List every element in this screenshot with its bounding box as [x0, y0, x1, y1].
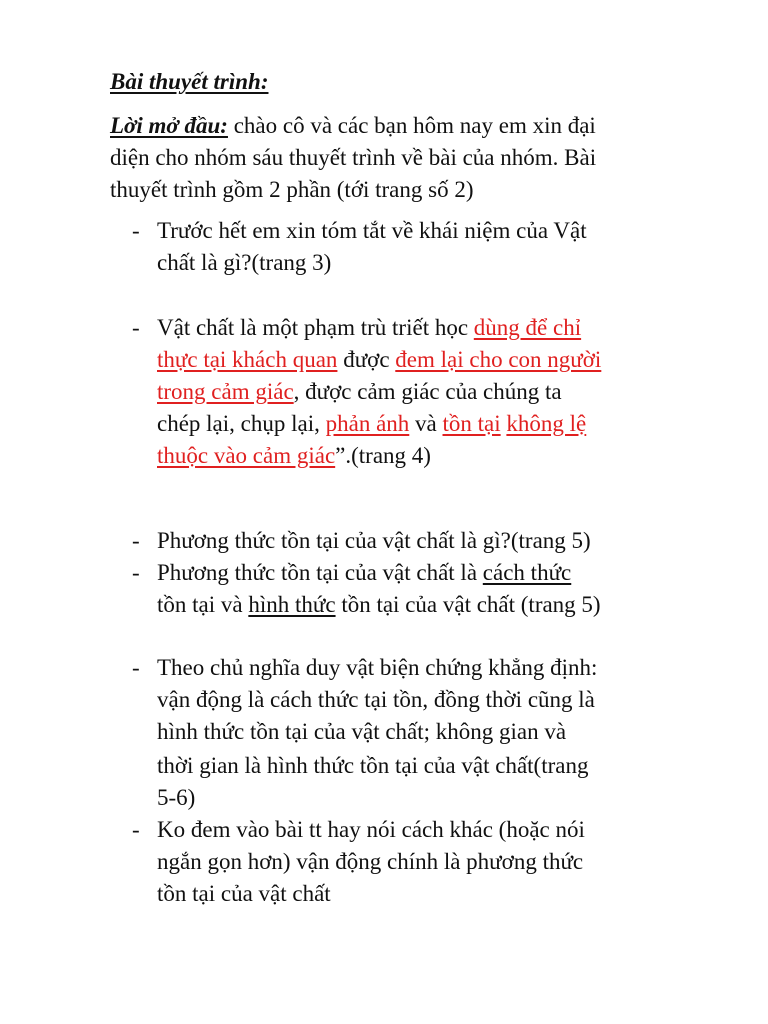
document-title: Bài thuyết trình:: [110, 69, 269, 94]
intro-label: Lời mở đầu:: [110, 113, 228, 138]
item-5-line-1: Theo chủ nghĩa duy vật biện chứng khẳng định:: [157, 655, 598, 680]
bullet-dash: -: [132, 560, 140, 585]
item-2-highlight: trong cảm giác: [157, 379, 294, 404]
bullet-dash: -: [132, 655, 140, 680]
intro-line-1: [110, 110, 596, 142]
item-2-line-5: [157, 440, 431, 472]
bullet-dash: -: [132, 218, 140, 243]
item-6-line-3: tồn tại của vật chất: [157, 881, 331, 906]
item-2-text: , được cảm giác của chúng ta: [293, 379, 562, 404]
item-1-line-2: chất là gì?(trang 3): [157, 250, 332, 275]
item-2-line-2: [157, 344, 601, 376]
item-6-line-1: Ko đem vào bài tt hay nói cách khác (hoặc nói: [157, 817, 585, 842]
item-2-highlight: thuộc vào cảm giác: [157, 443, 336, 468]
item-2-highlight: đem lại cho con người: [395, 347, 602, 372]
item-2-highlight: thực tại khách quan: [157, 347, 338, 372]
item-2-line-1: [157, 312, 581, 344]
item-4-text: Phương thức tồn tại của vật chất là: [157, 560, 483, 585]
bullet-dash: -: [132, 315, 140, 340]
item-5-line-2: vận động là cách thức tại tồn, đồng thời cũng là: [157, 687, 595, 712]
item-2-highlight: dùng để chỉ: [473, 315, 582, 340]
item-5-line-3: hình thức tồn tại của vật chất; không gian và: [157, 719, 567, 744]
item-3-line-1: Phương thức tồn tại của vật chất là gì?(trang 5): [157, 528, 591, 553]
item-2-text: và: [409, 411, 443, 436]
intro-text: chào cô và các bạn hôm nay em xin đại: [227, 113, 596, 138]
item-2-line-3: [157, 376, 562, 408]
item-2-text: ”.(trang 4): [335, 443, 431, 468]
item-5-line-4: thời gian là hình thức tồn tại của vật chất(trang: [157, 753, 589, 778]
item-4-text: tồn tại và: [157, 592, 249, 617]
item-5-line-5: 5-6): [157, 785, 196, 810]
item-2-text: được: [337, 347, 396, 372]
item-6-line-2: ngắn gọn hơn) vận động chính là phương thức: [157, 849, 584, 874]
item-2-highlight: phản ánh: [325, 411, 410, 436]
bullet-dash: -: [132, 817, 140, 842]
item-4-underlined: hình thức: [248, 592, 336, 617]
item-2-text: chép lại, chụp lại,: [157, 411, 326, 436]
item-2-text: Vật chất là một phạm trù triết học: [157, 315, 474, 340]
item-2-highlight: không lệ: [506, 411, 587, 436]
bullet-dash: -: [132, 528, 140, 553]
intro-line-2: diện cho nhóm sáu thuyết trình về bài của nhóm. Bài: [110, 145, 597, 170]
item-2-line-4: [157, 408, 586, 440]
intro-line-3: thuyết trình gồm 2 phần (tới trang số 2): [110, 177, 474, 202]
item-1-line-1: Trước hết em xin tóm tắt về khái niệm của Vật: [157, 218, 587, 243]
item-2-highlight: tồn tại: [442, 411, 501, 436]
item-4-underlined: cách thức: [482, 560, 572, 585]
item-4-line-1: [157, 557, 571, 589]
item-4-text: tồn tại của vật chất (trang 5): [335, 592, 601, 617]
item-4-line-2: [157, 589, 601, 621]
